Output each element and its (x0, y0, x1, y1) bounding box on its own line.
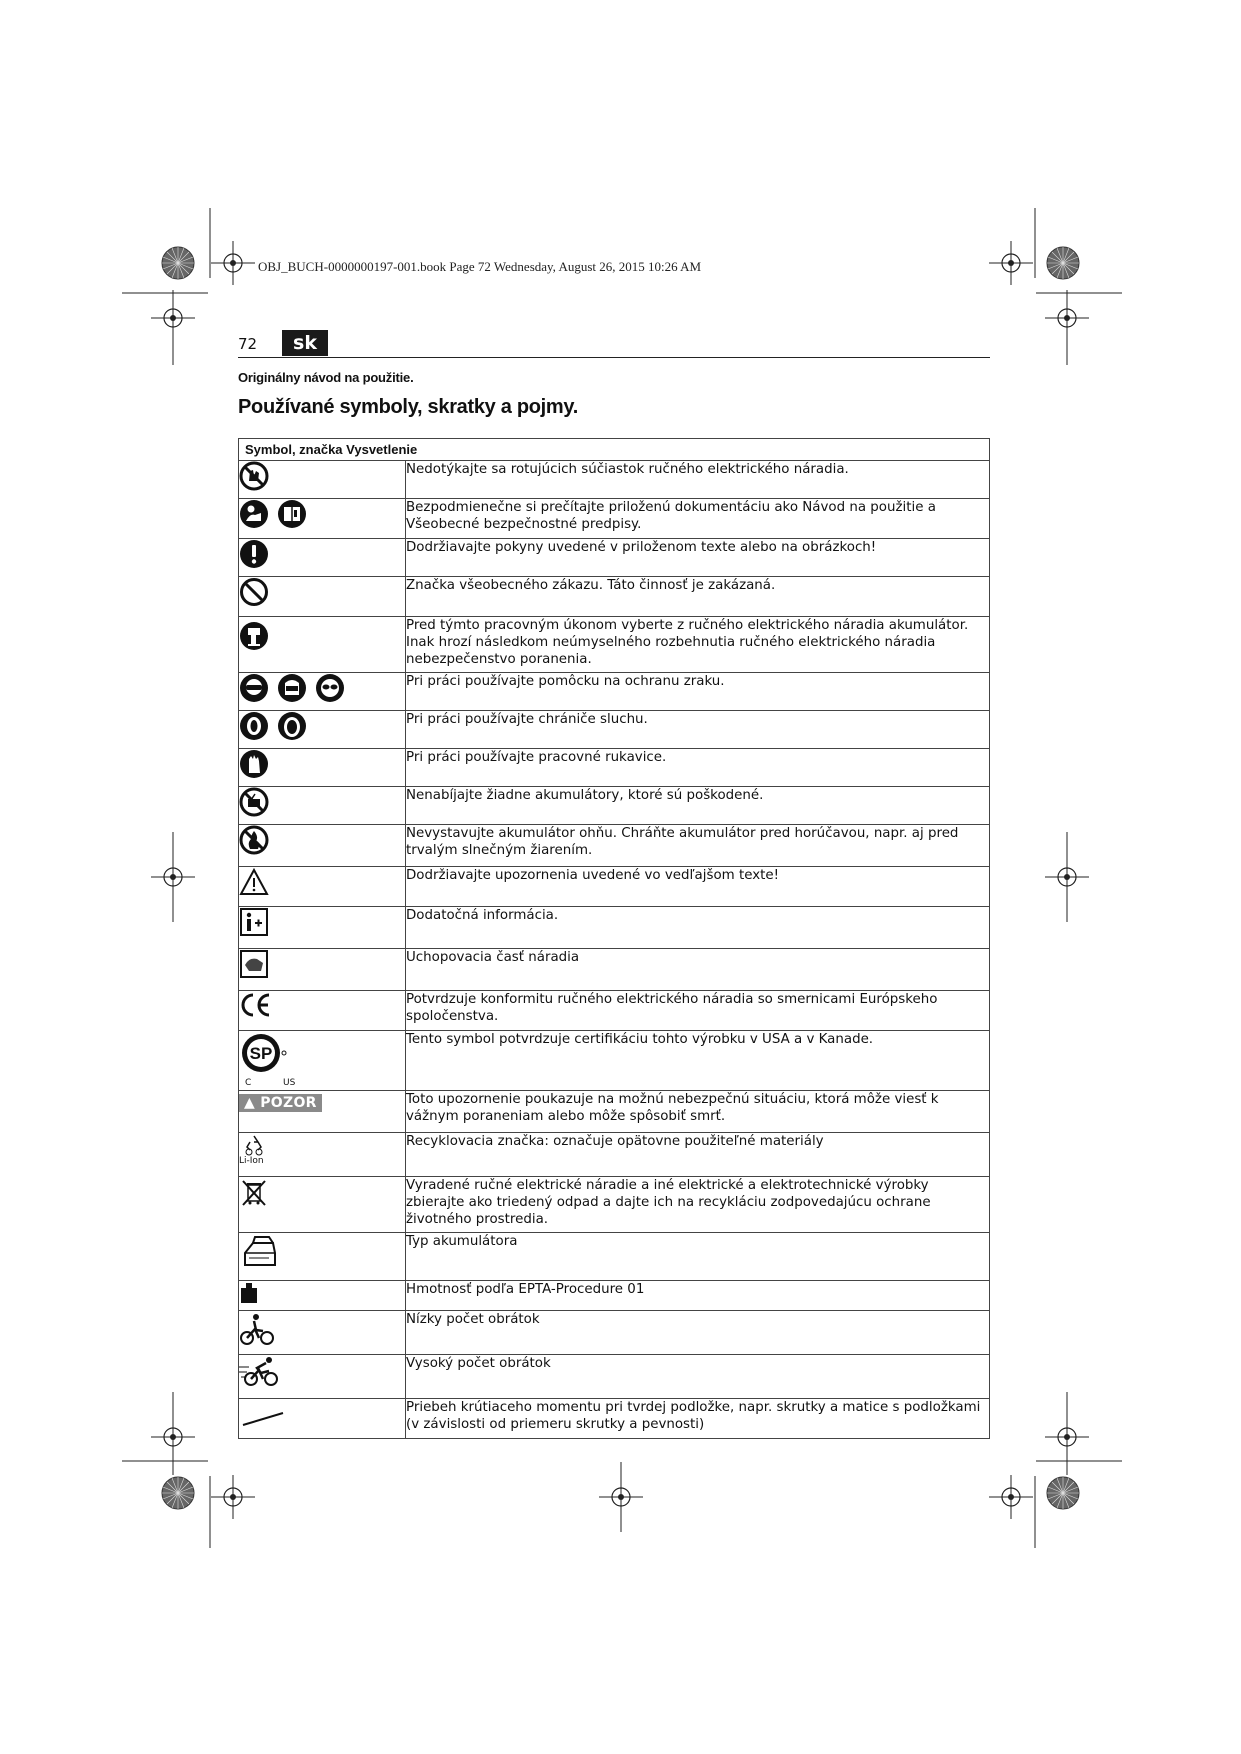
row-text: Značka všeobecného zákazu. Táto činnosť je zakázaná. (406, 577, 990, 617)
remove-battery-icon (239, 621, 269, 651)
header-explanation: Vysvetlenie (346, 442, 418, 457)
table-row (239, 787, 990, 825)
read-manual-book-icon (277, 499, 307, 529)
table-header-row (239, 439, 990, 461)
info-icon (239, 907, 269, 937)
face-shield-icon (277, 673, 307, 703)
high-speed-bike-icon (239, 1355, 281, 1389)
table-row (239, 1133, 990, 1177)
weee-bin-icon (239, 1177, 269, 1209)
read-manual-person-icon (239, 499, 269, 529)
csa-c-label: C (245, 1078, 252, 1088)
weight-icon (239, 1281, 261, 1305)
no-heat-battery-icon (239, 825, 269, 855)
gloves-icon (239, 749, 269, 779)
csa-mark-icon (239, 1031, 289, 1077)
table-row (239, 617, 990, 673)
li-ion-label: Li-Ion (239, 1156, 264, 1166)
table-row (239, 1177, 990, 1233)
table-row (239, 1311, 990, 1355)
row-text: Typ akumulátora (406, 1233, 990, 1281)
row-text: Priebeh krútiaceho momentu pri tvrdej podložke, napr. skrutky a matice s podložkami (v závislosti od priemeru skrutky a pevnosti) (406, 1399, 990, 1439)
row-text: Bezpodmienečne si prečítajte priloženú dokumentáciu ako Návod na použitie a Všeobecné bezpečnostné predpisy. (406, 499, 990, 539)
table-row (239, 991, 990, 1031)
warning-triangle-icon (239, 867, 269, 897)
row-text: Dodatočná informácia. (406, 907, 990, 949)
row-text: Dodržiavajte upozornenia uvedené vo vedľajšom texte! (406, 867, 990, 907)
row-text: Hmotnosť podľa EPTA-Procedure 01 (406, 1281, 990, 1311)
prohibition-icon (239, 577, 269, 607)
safety-glasses-icon (315, 673, 345, 703)
header-symbol: Symbol, značka (245, 442, 343, 457)
mandatory-exclamation-icon (239, 539, 269, 569)
svg-text:SP: SP (249, 1044, 273, 1063)
row-text: Pri práci používajte chrániče sluchu. (406, 711, 990, 749)
table-header (239, 439, 990, 461)
torque-curve-icon (239, 1399, 287, 1431)
row-text: Nenabíjajte žiadne akumulátory, ktoré sú poškodené. (406, 787, 990, 825)
row-text: Pri práci používajte pracovné rukavice. (406, 749, 990, 787)
no-charge-damaged-battery-icon (239, 787, 269, 817)
grip-surface-icon (239, 949, 269, 979)
table-row (239, 539, 990, 577)
page-number: 72 (238, 335, 258, 353)
row-text: Pri práci používajte pomôcku na ochranu zraku. (406, 673, 990, 711)
table-row (239, 749, 990, 787)
table-row (239, 1091, 990, 1133)
table-row (239, 867, 990, 907)
table-row (239, 1355, 990, 1399)
table-row (239, 461, 990, 499)
table-row (239, 577, 990, 617)
ce-mark-icon (239, 991, 273, 1019)
table-row (239, 1281, 990, 1311)
ear-muffs-icon (239, 711, 269, 741)
row-text: Recyklovacia značka: označuje opätovne použiteľné materiály (406, 1133, 990, 1177)
language-badge: sk (282, 330, 328, 356)
row-text: Pred týmto pracovným úkonom vyberte z ručného elektrického náradia akumulátor. Inak hrozí následkom neúmyselného rozbehnutia ručného elektrického náradia nebezpečenstvo poranenia. (406, 617, 990, 673)
row-text: Potvrdzuje konformitu ručného elektrického náradia so smernicami Európskeho spoločenstva. (406, 991, 990, 1031)
pozor-text: POZOR (260, 1095, 317, 1111)
ear-protection-head-icon (277, 711, 307, 741)
row-text: Vyradené ručné elektrické náradie a iné elektrické a elektrotechnické výrobky zbierajte ako triedený odpad a dajte ich na recykláciu zodpovedajúcu ochrane životného prostredia. (406, 1177, 990, 1233)
pozor-label: ▲ POZOR (239, 1094, 322, 1112)
safety-goggles-icon (239, 673, 269, 703)
row-text: Nevystavujte akumulátor ohňu. Chráňte akumulátor pred horúčavou, napr. aj pred trvalým slnečným žiarením. (406, 825, 990, 867)
row-text: Nízky počet obrátok (406, 1311, 990, 1355)
csa-us-label: US (283, 1078, 296, 1088)
row-text: Nedotýkajte sa rotujúcich súčiastok ručného elektrického náradia. (406, 461, 990, 499)
low-speed-bike-icon (239, 1311, 275, 1347)
table-row (239, 907, 990, 949)
document-subtitle: Originálny návod na použitie. (238, 370, 414, 385)
table-row (239, 711, 990, 749)
row-text: Dodržiavajte pokyny uvedené v priloženom texte alebo na obrázkoch! (406, 539, 990, 577)
symbols-table (238, 438, 990, 1439)
battery-pack-icon (239, 1233, 281, 1273)
header-rule (238, 357, 990, 358)
row-text: Tento symbol potvrdzuje certifikáciu tohto výrobku v USA a v Kanade. (406, 1031, 990, 1091)
table-row (239, 673, 990, 711)
row-text: Toto upozornenie poukazuje na možnú nebezpečnú situáciu, ktorá môže viesť k vážnym poraneniam alebo môže spôsobiť smrť. (406, 1091, 990, 1133)
page-title: Používané symboly, skratky a pojmy. (238, 396, 579, 418)
table-row (239, 499, 990, 539)
no-touch-rotating-icon (239, 461, 269, 491)
row-text: Vysoký počet obrátok (406, 1355, 990, 1399)
table-row (239, 949, 990, 991)
print-file-info: OBJ_BUCH-0000000197-001.book Page 72 Wednesday, August 26, 2015 10:26 AM (258, 259, 702, 274)
row-text: Uchopovacia časť náradia (406, 949, 990, 991)
table-row (239, 1399, 990, 1439)
table-row (239, 825, 990, 867)
table-row (239, 1233, 990, 1281)
table-row (239, 1031, 990, 1091)
